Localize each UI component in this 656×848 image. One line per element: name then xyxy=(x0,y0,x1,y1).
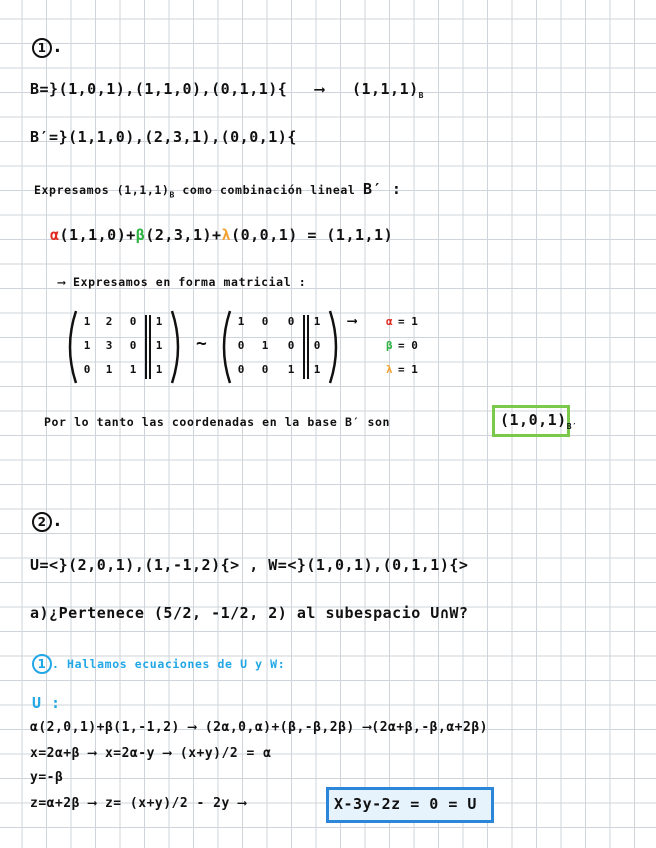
matrix-cell: 0 xyxy=(237,339,245,352)
matrix-cell: 3 xyxy=(105,339,113,352)
u-derivation-line-3: y=-β xyxy=(30,770,64,785)
exercise-number-badge: 1 xyxy=(32,38,52,58)
solution-lambda-symbol: λ xyxy=(386,363,393,376)
basis-b-line xyxy=(30,80,424,100)
beta-symbol: β xyxy=(135,226,146,244)
result-subscript: B′ xyxy=(566,422,578,431)
result-value: (1,0,1) xyxy=(500,411,567,429)
matrix-cell: 0 xyxy=(287,315,295,328)
exercise-1-heading: 1 . xyxy=(32,36,63,58)
u-equation: X-3y-2z = 0 = U xyxy=(334,795,477,813)
subspaces-definition: U=<}(2,0,1),(1,-1,2){> , W=<}(1,0,1),(0,1,1){> xyxy=(30,556,469,574)
step-heading xyxy=(32,654,285,674)
solution-lambda-value: = 1 xyxy=(398,363,418,376)
matrix-cell: 0 xyxy=(313,339,321,352)
solution-alpha-symbol: α xyxy=(386,315,393,328)
u-derivation-line-4: z=α+2β ⟶ z= (x+y)/2 - 2y ⟶ xyxy=(30,796,247,811)
matrix-cell: 1 xyxy=(83,315,91,328)
u-derivation-line-1: α(2,0,1)+β(1,-1,2) ⟶ (2α,0,α)+(β,-β,2β) ⟶(2α+β,-β,α+2β) xyxy=(30,720,488,735)
alpha-symbol: α xyxy=(50,226,60,244)
exercise-2-heading: 2 . xyxy=(32,510,63,532)
result-value-line xyxy=(500,411,577,431)
matrix-cell: 1 xyxy=(105,363,113,376)
matrix-label: ⟶ Expresamos en forma matricial : xyxy=(58,275,307,289)
matrix-cell: 0 xyxy=(129,339,137,352)
matrix-cell: 1 xyxy=(155,339,163,352)
matrix-cell: 1 xyxy=(313,315,321,328)
basis-b-prime-line xyxy=(30,128,297,146)
basis-b-prime: B′=}(1,1,0),(2,3,1),(0,0,1){ xyxy=(30,128,297,146)
matrix-cell: 1 xyxy=(129,363,137,376)
express-subscript: B xyxy=(169,190,175,200)
u-derivation-line-2: x=2α+β ⟶ x=2α-y ⟶ (x+y)/2 = α xyxy=(30,746,272,761)
u-label: U : xyxy=(32,694,61,712)
vector-b-subscript: B xyxy=(418,91,424,100)
exercise-number-badge: 2 xyxy=(32,512,52,532)
matrix-cell: 1 xyxy=(261,339,269,352)
step-title: . Hallamos ecuaciones de U y W: xyxy=(52,657,286,671)
matrix-cell: 1 xyxy=(287,363,295,376)
matrix-cell: 2 xyxy=(105,315,113,328)
matrix-cell: 1 xyxy=(83,339,91,352)
matrix-cell: 0 xyxy=(237,363,245,376)
matrix-cell: 0 xyxy=(287,339,295,352)
term-1: (1,1,0)+ xyxy=(59,226,136,244)
solution-arrow-icon: ⟶ xyxy=(348,313,357,329)
matrix-cell: 1 xyxy=(313,363,321,376)
matrix-cell: 0 xyxy=(261,315,269,328)
solution-alpha-value: = 1 xyxy=(398,315,418,328)
matrix-cell: 1 xyxy=(155,315,163,328)
matrix-cell: 1 xyxy=(237,315,245,328)
matrix-cell: 0 xyxy=(261,363,269,376)
solution-beta-value: = 0 xyxy=(398,339,418,352)
arrow-icon: ⟶ xyxy=(314,80,325,98)
term-3: (0,0,1) xyxy=(231,226,298,244)
express-line xyxy=(34,180,401,199)
express-text: Expresamos (1,1,1) xyxy=(34,183,170,197)
tilde-symbol: ~ xyxy=(196,333,207,354)
vector-b: (1,1,1) xyxy=(351,80,419,98)
membership-question: a)¿Pertenece (5/2, -1/2, 2) al subespacio U∩W? xyxy=(30,604,469,622)
matrix-cell: 1 xyxy=(155,363,163,376)
augmented-matrices xyxy=(62,305,422,389)
term-2: (2,3,1)+ xyxy=(145,226,222,244)
linear-combination xyxy=(50,226,393,244)
basis-b: B=}(1,0,1),(1,1,0),(0,1,1){ xyxy=(30,80,288,98)
lambda-symbol: λ xyxy=(221,226,232,244)
matrix-cell: 0 xyxy=(83,363,91,376)
solution-beta-symbol: β xyxy=(386,339,393,352)
rhs: = (1,1,1) xyxy=(297,226,394,244)
express-text-2: como combinación lineal xyxy=(174,183,363,197)
step-number-badge: 1 xyxy=(32,654,52,674)
express-basis: B′ : xyxy=(362,180,402,198)
matrix-cell: 0 xyxy=(129,315,137,328)
conclusion-text: Por lo tanto las coordenadas en la base B′ son xyxy=(44,415,391,429)
